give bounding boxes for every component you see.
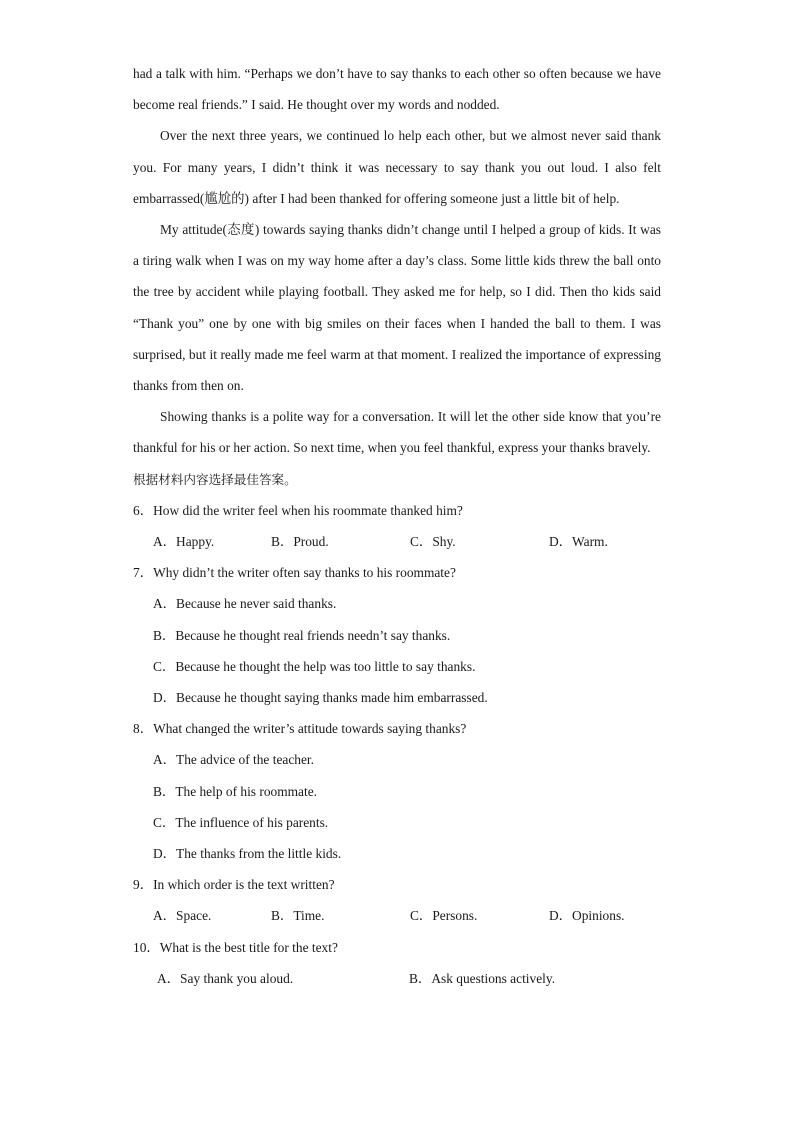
question-9-options xyxy=(133,900,661,931)
instruction-text: 根据材料内容选择最佳答案。 xyxy=(133,471,297,487)
question-9-option-a[interactable]: A．Space. xyxy=(153,908,212,924)
document-page xyxy=(133,58,661,994)
question-6-option-d[interactable]: D．Warm. xyxy=(549,534,608,550)
question-6-stem: 6．How did the writer feel when his roommate thanked him? xyxy=(133,502,463,518)
question-7-option-b[interactable]: B．Because he thought real friends needn’t say thanks. xyxy=(153,627,451,643)
question-6-option-c[interactable]: C．Shy. xyxy=(410,534,456,550)
question-9-option-d[interactable]: D．Opinions. xyxy=(549,908,625,924)
question-7-stem: 7．Why didn’t the writer often say thanks to his roommate? xyxy=(133,565,456,581)
question-9-option-c[interactable]: C．Persons. xyxy=(410,908,478,924)
passage-paragraph-3: My attitude(态度) towards saying thanks didn’t change until I helped a group of kids. It was a tiring walk when I was on my way home after a day’s class. Some little kids threw the ball onto the tree by accident while playing football. They asked me for help, so I did. Then tho kids said “Thank you” one by one with big smiles on their faces when I handed the ball to them. I was surprised, but it really made me feel warm at that moment. I realized the importance of expressing thanks from then on. xyxy=(133,222,661,394)
passage-paragraph-4: Showing thanks is a polite way for a conversation. It will let the other side know that you’re thankful for his or her action. So next time, when you feel thankful, express your thanks bravely. xyxy=(133,409,661,456)
question-8-stem: 8．What changed the writer’s attitude towards saying thanks? xyxy=(133,721,467,737)
question-10-option-b[interactable]: B．Ask questions actively. xyxy=(409,970,556,986)
question-10-option-a[interactable]: A．Say thank you aloud. xyxy=(157,970,294,986)
question-6-option-a[interactable]: A．Happy. xyxy=(153,534,215,550)
question-6-options xyxy=(133,526,661,557)
question-7-option-d[interactable]: D．Because he thought saying thanks made him embarrassed. xyxy=(153,690,488,706)
question-10-stem: 10．What is the best title for the text? xyxy=(133,939,338,955)
question-6-option-b[interactable]: B．Proud. xyxy=(271,534,329,550)
question-8-option-b[interactable]: B．The help of his roommate. xyxy=(153,783,318,799)
question-9-option-b[interactable]: B．Time. xyxy=(271,908,325,924)
question-8-option-c[interactable]: C．The influence of his parents. xyxy=(153,814,329,830)
question-9-stem: 9．In which order is the text written? xyxy=(133,877,335,893)
question-8-option-d[interactable]: D．The thanks from the little kids. xyxy=(153,846,342,862)
question-8-option-a[interactable]: A．The advice of the teacher. xyxy=(153,752,314,768)
question-7-option-c[interactable]: C．Because he thought the help was too little to say thanks. xyxy=(153,658,476,674)
passage-paragraph-1: had a talk with him. “Perhaps we don’t have to say thanks to each other so often because we have become real friends.” I said. He thought over my words and nodded. xyxy=(133,66,661,113)
question-10-options xyxy=(133,963,661,994)
passage-paragraph-2: Over the next three years, we continued lo help each other, but we almost never said thank you. For many years, I didn’t think it was necessary to say thank you out loud. I also felt embarrassed(尴尬的) after I had been thanked for offering someone just a little bit of help. xyxy=(133,128,661,206)
question-7-option-a[interactable]: A．Because he never said thanks. xyxy=(153,596,337,612)
